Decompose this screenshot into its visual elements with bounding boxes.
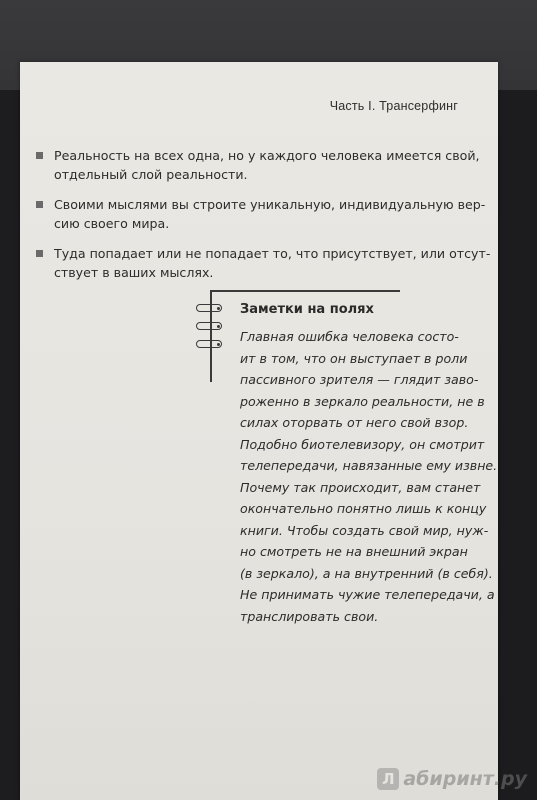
- square-bullet-icon: [36, 152, 43, 159]
- background-right-edge: [497, 90, 537, 800]
- bullet-line: отдельный слой реальности.: [54, 167, 248, 182]
- note-line: Почему так происходит, вам станет: [240, 479, 481, 495]
- bullet-line: сию своего мира.: [54, 216, 170, 231]
- note-line: пассивного зрителя — глядит заво-: [240, 372, 479, 387]
- note-line: Главная ошибка человека состо-: [240, 329, 459, 344]
- watermark-text: абиринт.ру: [403, 768, 527, 790]
- note-line: книги. Чтобы создать свой мир, нуж-: [240, 522, 489, 538]
- bullet-line: ствует в ваших мыслях.: [54, 265, 214, 280]
- note-line: транслировать свои.: [240, 608, 379, 624]
- ring-icon: [196, 340, 222, 348]
- bullet-line: Туда попадает или не попадает то, что присутствует, или отсут-: [54, 246, 491, 261]
- notebook-rings-icon: [196, 296, 226, 360]
- note-line: (в зеркало), а на внутренний (в себя).: [240, 565, 493, 581]
- note-line: телепередачи, навязанные ему извне.: [240, 458, 498, 473]
- labirint-logo-icon: Л: [377, 768, 399, 790]
- note-line: роженно в зеркало реальности, не в: [240, 393, 485, 409]
- square-bullet-icon: [36, 250, 43, 257]
- note-line: Подобно биотелевизору, он смотрит: [240, 436, 485, 452]
- bullet-item-2: [34, 195, 486, 233]
- bullet-line: Своими мыслями вы строите уникальную, индивидуальную вер-: [54, 197, 486, 212]
- note-line: ит в том, что он выступает в роли: [240, 350, 468, 366]
- running-header: Часть I. Трансерфинг: [329, 99, 458, 113]
- margin-note-title: Заметки на полях: [240, 302, 374, 317]
- note-line: Не принимать чужие телепередачи, а: [240, 587, 495, 602]
- note-line: окончательно понятно лишь к концу: [240, 501, 487, 516]
- margin-note-body: [240, 326, 498, 627]
- ring-icon: [196, 322, 222, 330]
- note-line: но смотреть не на внешний экран: [240, 544, 468, 559]
- square-bullet-icon: [36, 201, 43, 208]
- watermark: [377, 768, 527, 790]
- book-page: [20, 62, 498, 800]
- bullet-list: [34, 146, 491, 293]
- note-top-rule: [210, 290, 400, 292]
- ring-icon: [196, 304, 222, 312]
- bullet-item-1: [34, 146, 480, 184]
- bullet-line: Реальность на всех одна, но у каждого человека имеется свой,: [54, 148, 480, 163]
- note-line: силах оторвать от него свой взор.: [240, 415, 469, 430]
- bullet-item-3: [34, 244, 491, 282]
